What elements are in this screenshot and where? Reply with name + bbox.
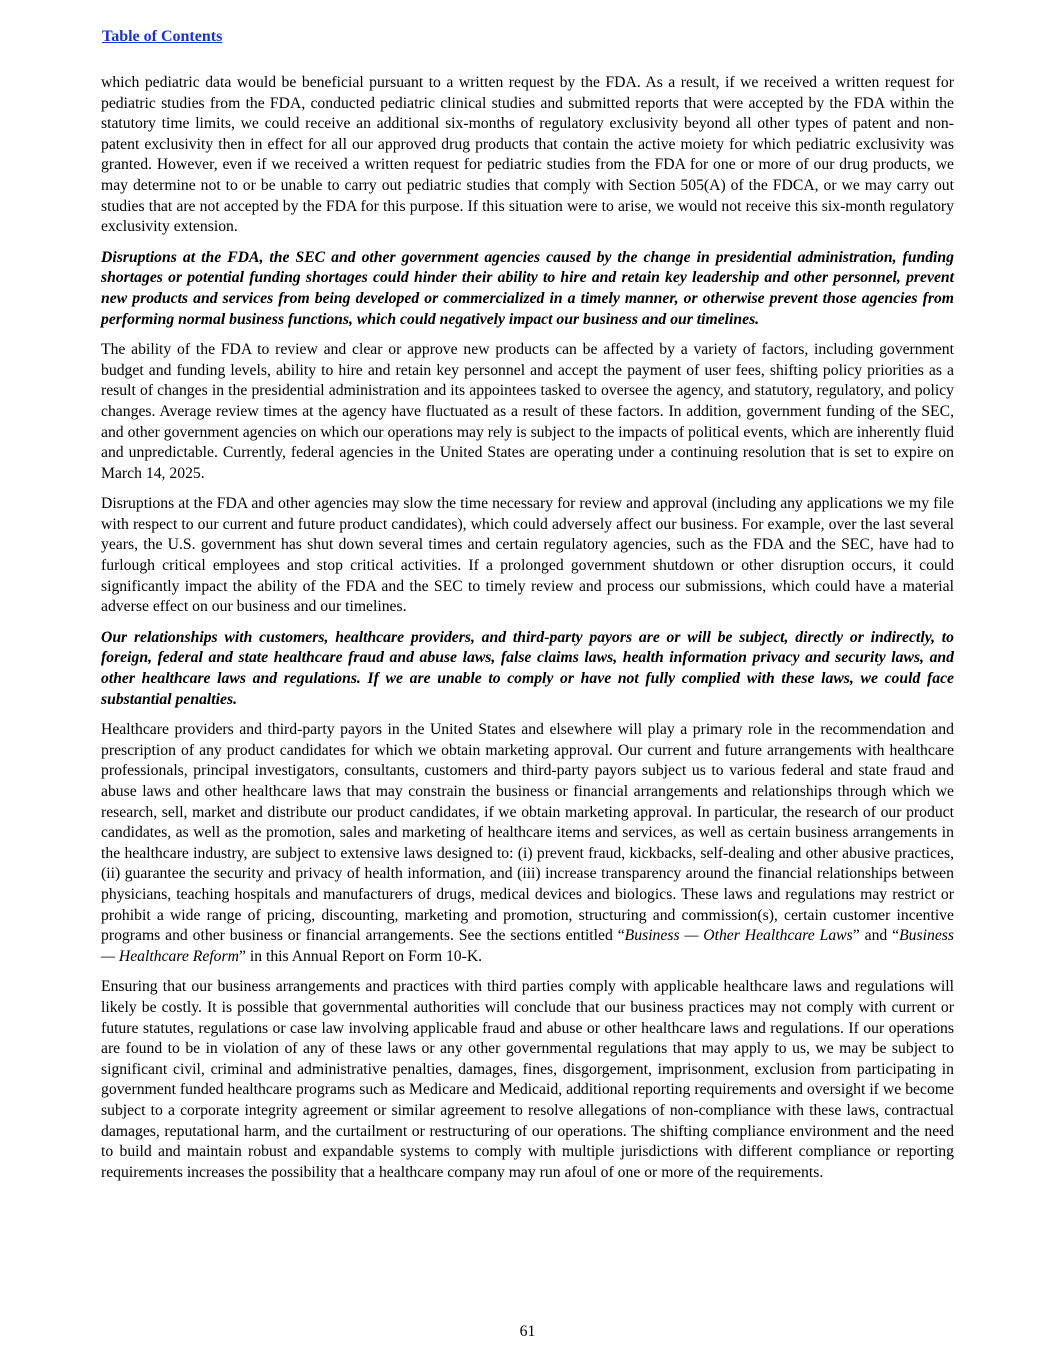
paragraph-fda-review-factors: The ability of the FDA to review and clear or approve new products can be affected by a variety of factors, including government budget and funding levels, ability to hire and retain key personnel and accept the payment of user fees, shifting policy priorities as a result of changes in the presidential administration and its appointees tasked to oversee the agency, and statutory, regulatory, and policy changes. Average review times at the agency have fluctuated as a result of these factors. In addition, government funding of the SEC, and other government agencies on which our operations may rely is subject to the impacts of political events, which are inherently fluid and unpredictable. Currently, federal agencies in the United States are operating under a continuing resolution that is set to expire on March 14, 2025.	[101, 341, 954, 482]
risk-heading-healthcare-laws: Our relationships with customers, healthcare providers, and third-party payors are or will be subject, directly or indirectly, to foreign, federal and state healthcare fraud and abuse laws, false claims laws, health information privacy and security laws, and other healthcare laws and regulations. If we are unable to comply or have not fully complied with these laws, we could face substantial penalties.	[101, 628, 954, 708]
paragraph-text: Healthcare providers and third-party payors in the United States and elsewhere will play a primary role in the recommendation and prescription of any product candidates for which we obtain marketing approval. Our current and future arrangements with healthcare professionals, principal investigators, consultants, customers and third-party payors subject us to various federal and state fraud and abuse laws and other healthcare laws that may constrain the business or financial arrangements and relationships through which we research, sell, market and distribute our product candidates, if we obtain marketing approval. In particular, the research of our product candidates, as well as the promotion, sales and marketing of healthcare items and services, as well as certain business arrangements in the healthcare industry, are subject to extensive laws designed to: (i) prevent fraud, kickbacks, self-dealing and other abusive practices, (ii) guarantee the security and privacy of health information, and (iii) increase transparency around the financial relationships between physicians, teaching hospitals and manufacturers of drugs, medical devices and biologics. These laws and regulations may restrict or prohibit a wide range of pricing, discounting, marketing and promotion, structuring and commission(s), certain customer incentive programs and other business or financial arrangements. See the sections entitled “	[101, 721, 954, 945]
page-number: 61	[519, 1323, 536, 1340]
table-of-contents-link[interactable]: Table of Contents	[102, 28, 223, 45]
paragraph-pediatric-exclusivity: which pediatric data would be beneficial pursuant to a written request by the FDA. As a result, if we received a written request for pediatric studies from the FDA, conducted pediatric clinical studies and submitted reports that were accepted by the FDA within the statutory time limits, we could receive an additional six-months of regulatory exclusivity beyond all other types of patent and non-patent exclusivity then in effect for all our approved drug products that contain the active moiety for which pediatric exclusivity was granted. However, even if we received a written request for pediatric studies from the FDA for one or more of our drug products, we may determine not to or be unable to carry out pediatric studies that comply with Section 505(A) of the FDCA, or we may carry out studies that are not accepted by the FDA for this purpose. If this situation were to arise, we would not receive this six-month regulatory exclusivity extension.	[101, 74, 954, 236]
section-reference-other-healthcare-laws: Business — Other Healthcare Laws	[624, 927, 853, 945]
paragraph-agency-disruptions: Disruptions at the FDA and other agencies may slow the time necessary for review and approval (including any applications we my file with respect to our current and future product candidates), which could adversely affect our business. For example, over the last several years, the U.S. government has shut down several times and certain regulatory agencies, such as the FDA and the SEC, have had to furlough critical employees and stop critical activities. If a prolonged government shutdown or other disruption occurs, it could significantly impact the ability of the FDA and the SEC to timely review and process our submissions, which could have a material adverse effect on our business and our timelines.	[101, 495, 954, 616]
document-body	[101, 73, 954, 1193]
risk-heading-government-disruptions: Disruptions at the FDA, the SEC and other government agencies caused by the change in presidential administration, funding shortages or potential funding shortages could hinder their ability to hire and retain key leadership and other personnel, prevent new products and services from being developed or commercialized in a timely manner, or otherwise prevent those agencies from performing normal business functions, which could negatively impact our business and our timelines.	[101, 248, 954, 328]
paragraph-healthcare-arrangements	[101, 720, 954, 967]
paragraph-text: ” in this Annual Report on Form 10-K.	[238, 947, 483, 965]
paragraph-text: ” and “	[852, 927, 900, 945]
paragraph-compliance-costs: Ensuring that our business arrangements and practices with third parties comply with applicable healthcare laws and regulations will likely be costly. It is possible that governmental authorities will conclude that our business practices may not comply with current or future statutes, regulations or case law involving applicable fraud and abuse or other healthcare laws and regulations. If our operations are found to be in violation of any of these laws or any other governmental regulations that may apply to us, we may be subject to significant civil, criminal and administrative penalties, damages, fines, disgorgement, imprisonment, exclusion from participating in government funded healthcare programs such as Medicare and Medicaid, additional reporting requirements and oversight if we become subject to a corporate integrity agreement or similar agreement to resolve allegations of non-compliance with these laws, contractual damages, reputational harm, and the curtailment or restructuring of our operations. The shifting compliance environment and the need to build and maintain robust and expandable systems to comply with multiple jurisdictions with different compliance or reporting requirements increases the possibility that a healthcare company may run afoul of one or more of the requirements.	[101, 978, 954, 1181]
section-reference-healthcare-reform: Business — Healthcare Reform	[101, 927, 954, 965]
